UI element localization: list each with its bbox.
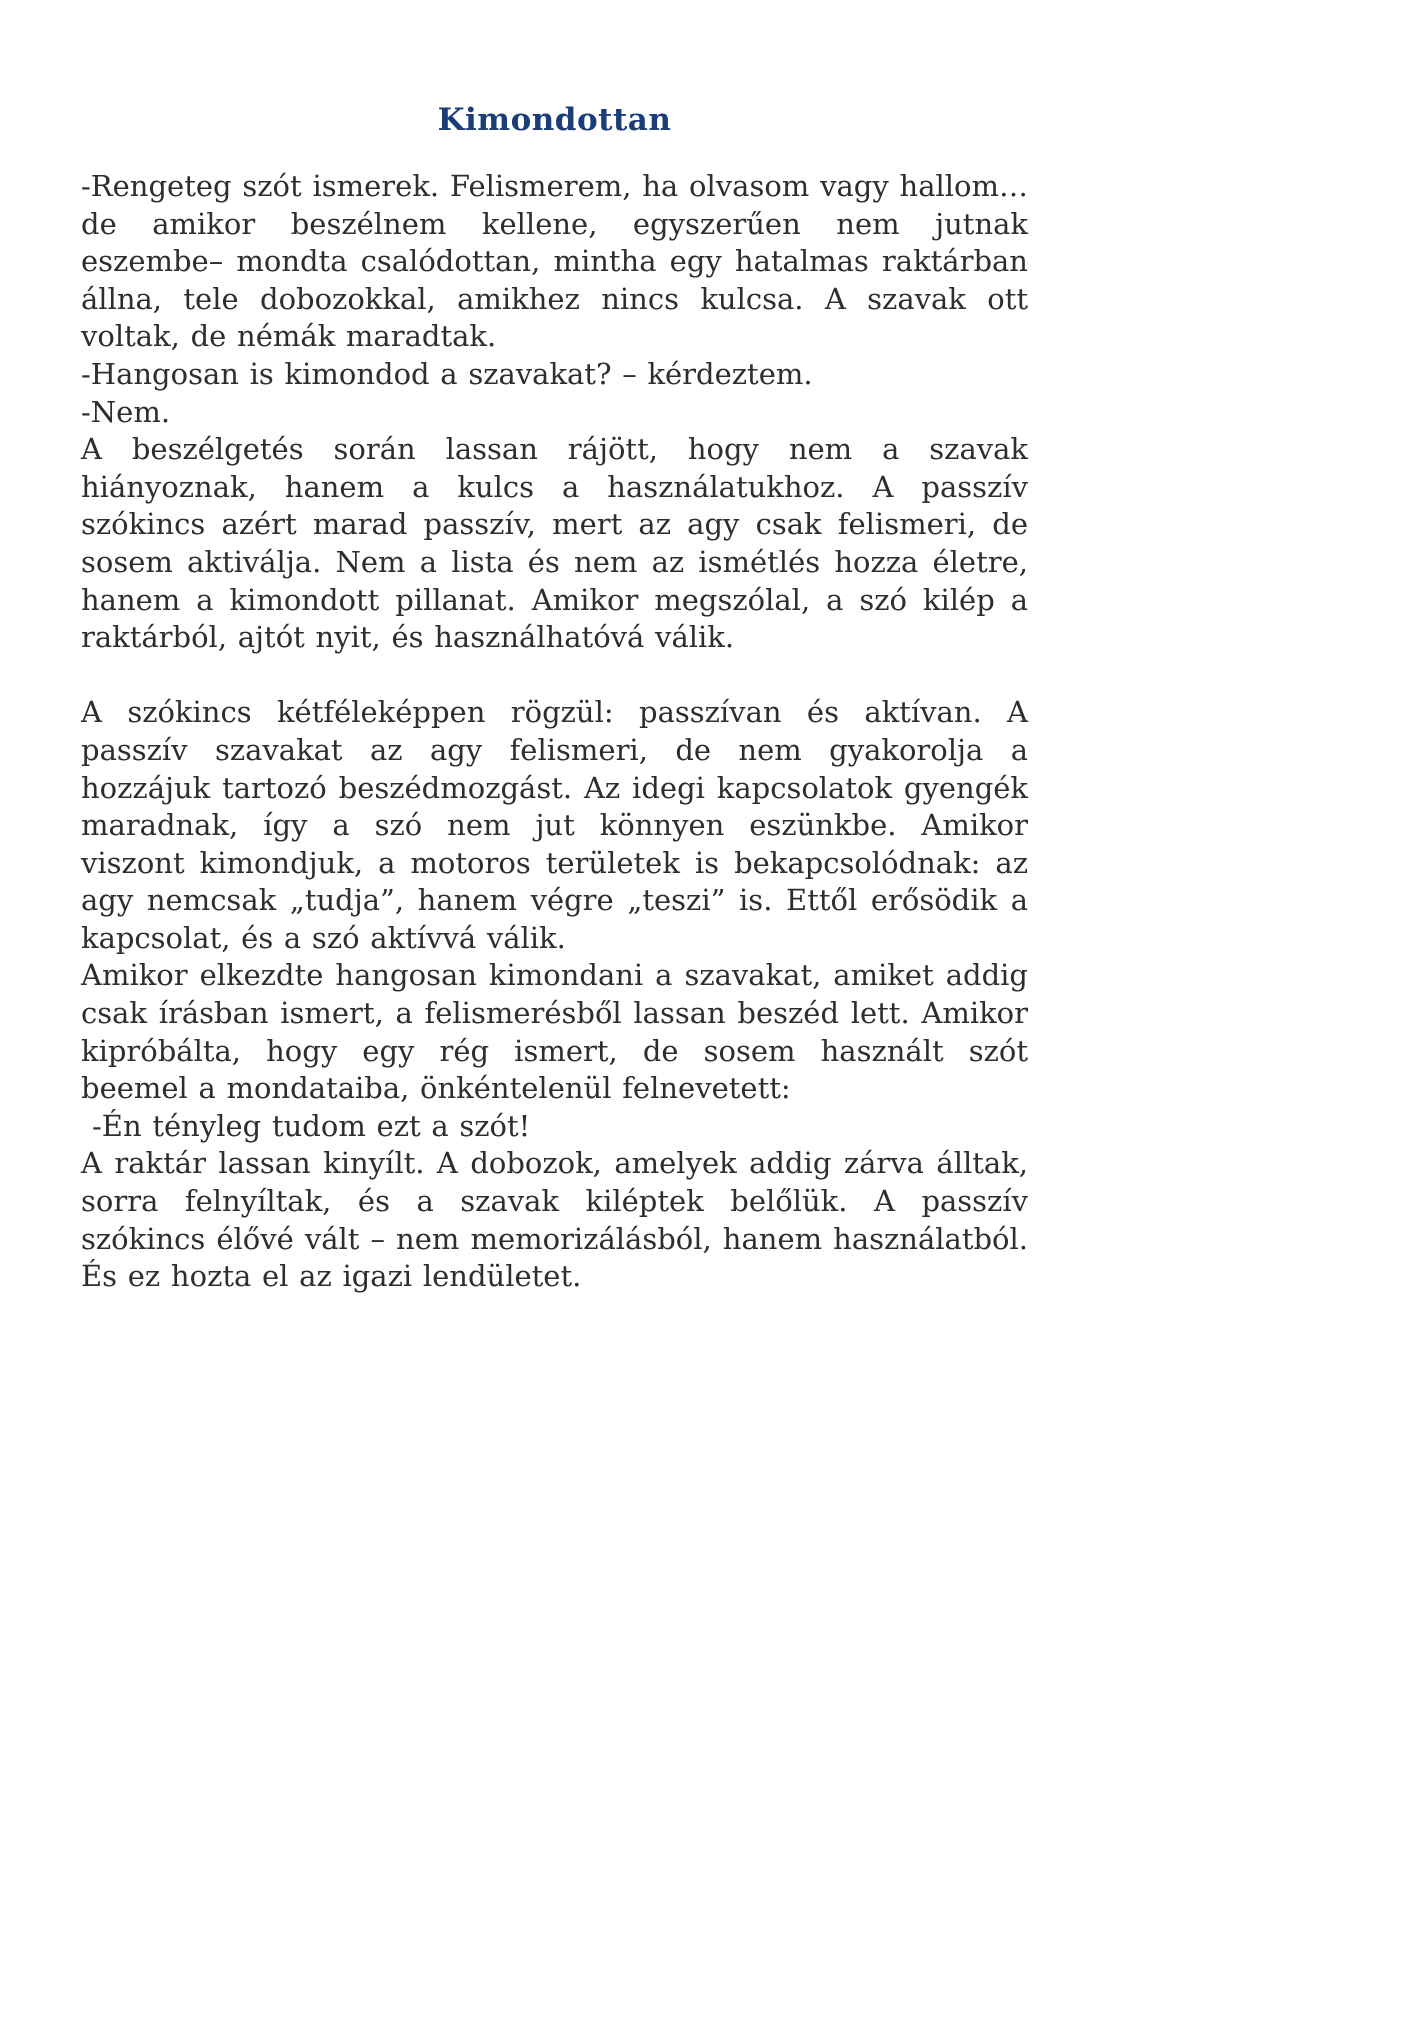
paragraph-conclusion: A raktár lassan kinyílt. A dobozok, amelyek addig zárva álltak, sorra felnyíltak, és a szavak kiléptek belőlük. A passzív szókincs élővé vált – nem memorizálásból, hanem használatból. És ez hozta el az igazi lendületet. [81,1146,1028,1294]
document-content [81,100,1028,1296]
paragraph-dialogue-question: -Hangosan is kimondod a szavakat? – kérdeztem. [81,356,813,391]
page-title: Kimondottan [437,102,672,138]
paragraph-realization: A beszélgetés során lassan rájött, hogy nem a szavak hiányoznak, hanem a kulcs a használatukhoz. A passzív szókincs azért marad passzív, mert az agy csak felismeri, de sosem aktiválja. Nem a lista és nem az ismétlés hozza életre, hanem a kimondott pillanat. Amikor megszólal, a szó kilép a raktárból, ajtót nyit, és használhatóvá válik. [81,432,1028,655]
paragraph-vocabulary-explanation: A szókincs kétféleképpen rögzül: passzívan és aktívan. A passzív szavakat az agy felismeri, de nem gyakorolja a hozzájuk tartozó beszédmozgást. Az idegi kapcsolatok gyengék maradnak, így a szó nem jut könnyen eszünkbe. Amikor viszont kimondjuk, a motoros területek is bekapcsolódnak: az agy nemcsak „tudja”, hanem végre „teszi” is. Ettől erősödik a kapcsolat, és a szó aktívvá válik. [81,695,1028,955]
paragraph-speaking-aloud: Amikor elkezdte hangosan kimondani a szavakat, amiket addig csak írásban ismert, a felismerésből lassan beszéd lett. Amikor kipróbálta, hogy egy rég ismert, de sosem használt szót beemel a mondataiba, önkéntelenül felnevetett: [81,958,1028,1106]
paragraph-exclamation: -Én tényleg tudom ezt a szót! [92,1108,531,1143]
paragraph-dialogue-opening: -Rengeteg szót ismerek. Felismerem, ha olvasom vagy hallom… de amikor beszélnem kellene, egyszerűen nem jutnak eszembe– mondta csalódottan, mintha egy hatalmas raktárban állna, tele dobozokkal, amikhez nincs kulcsa. A szavak ott voltak, de némák maradtak. [81,169,1028,354]
paragraph-dialogue-answer: -Nem. [81,394,171,429]
